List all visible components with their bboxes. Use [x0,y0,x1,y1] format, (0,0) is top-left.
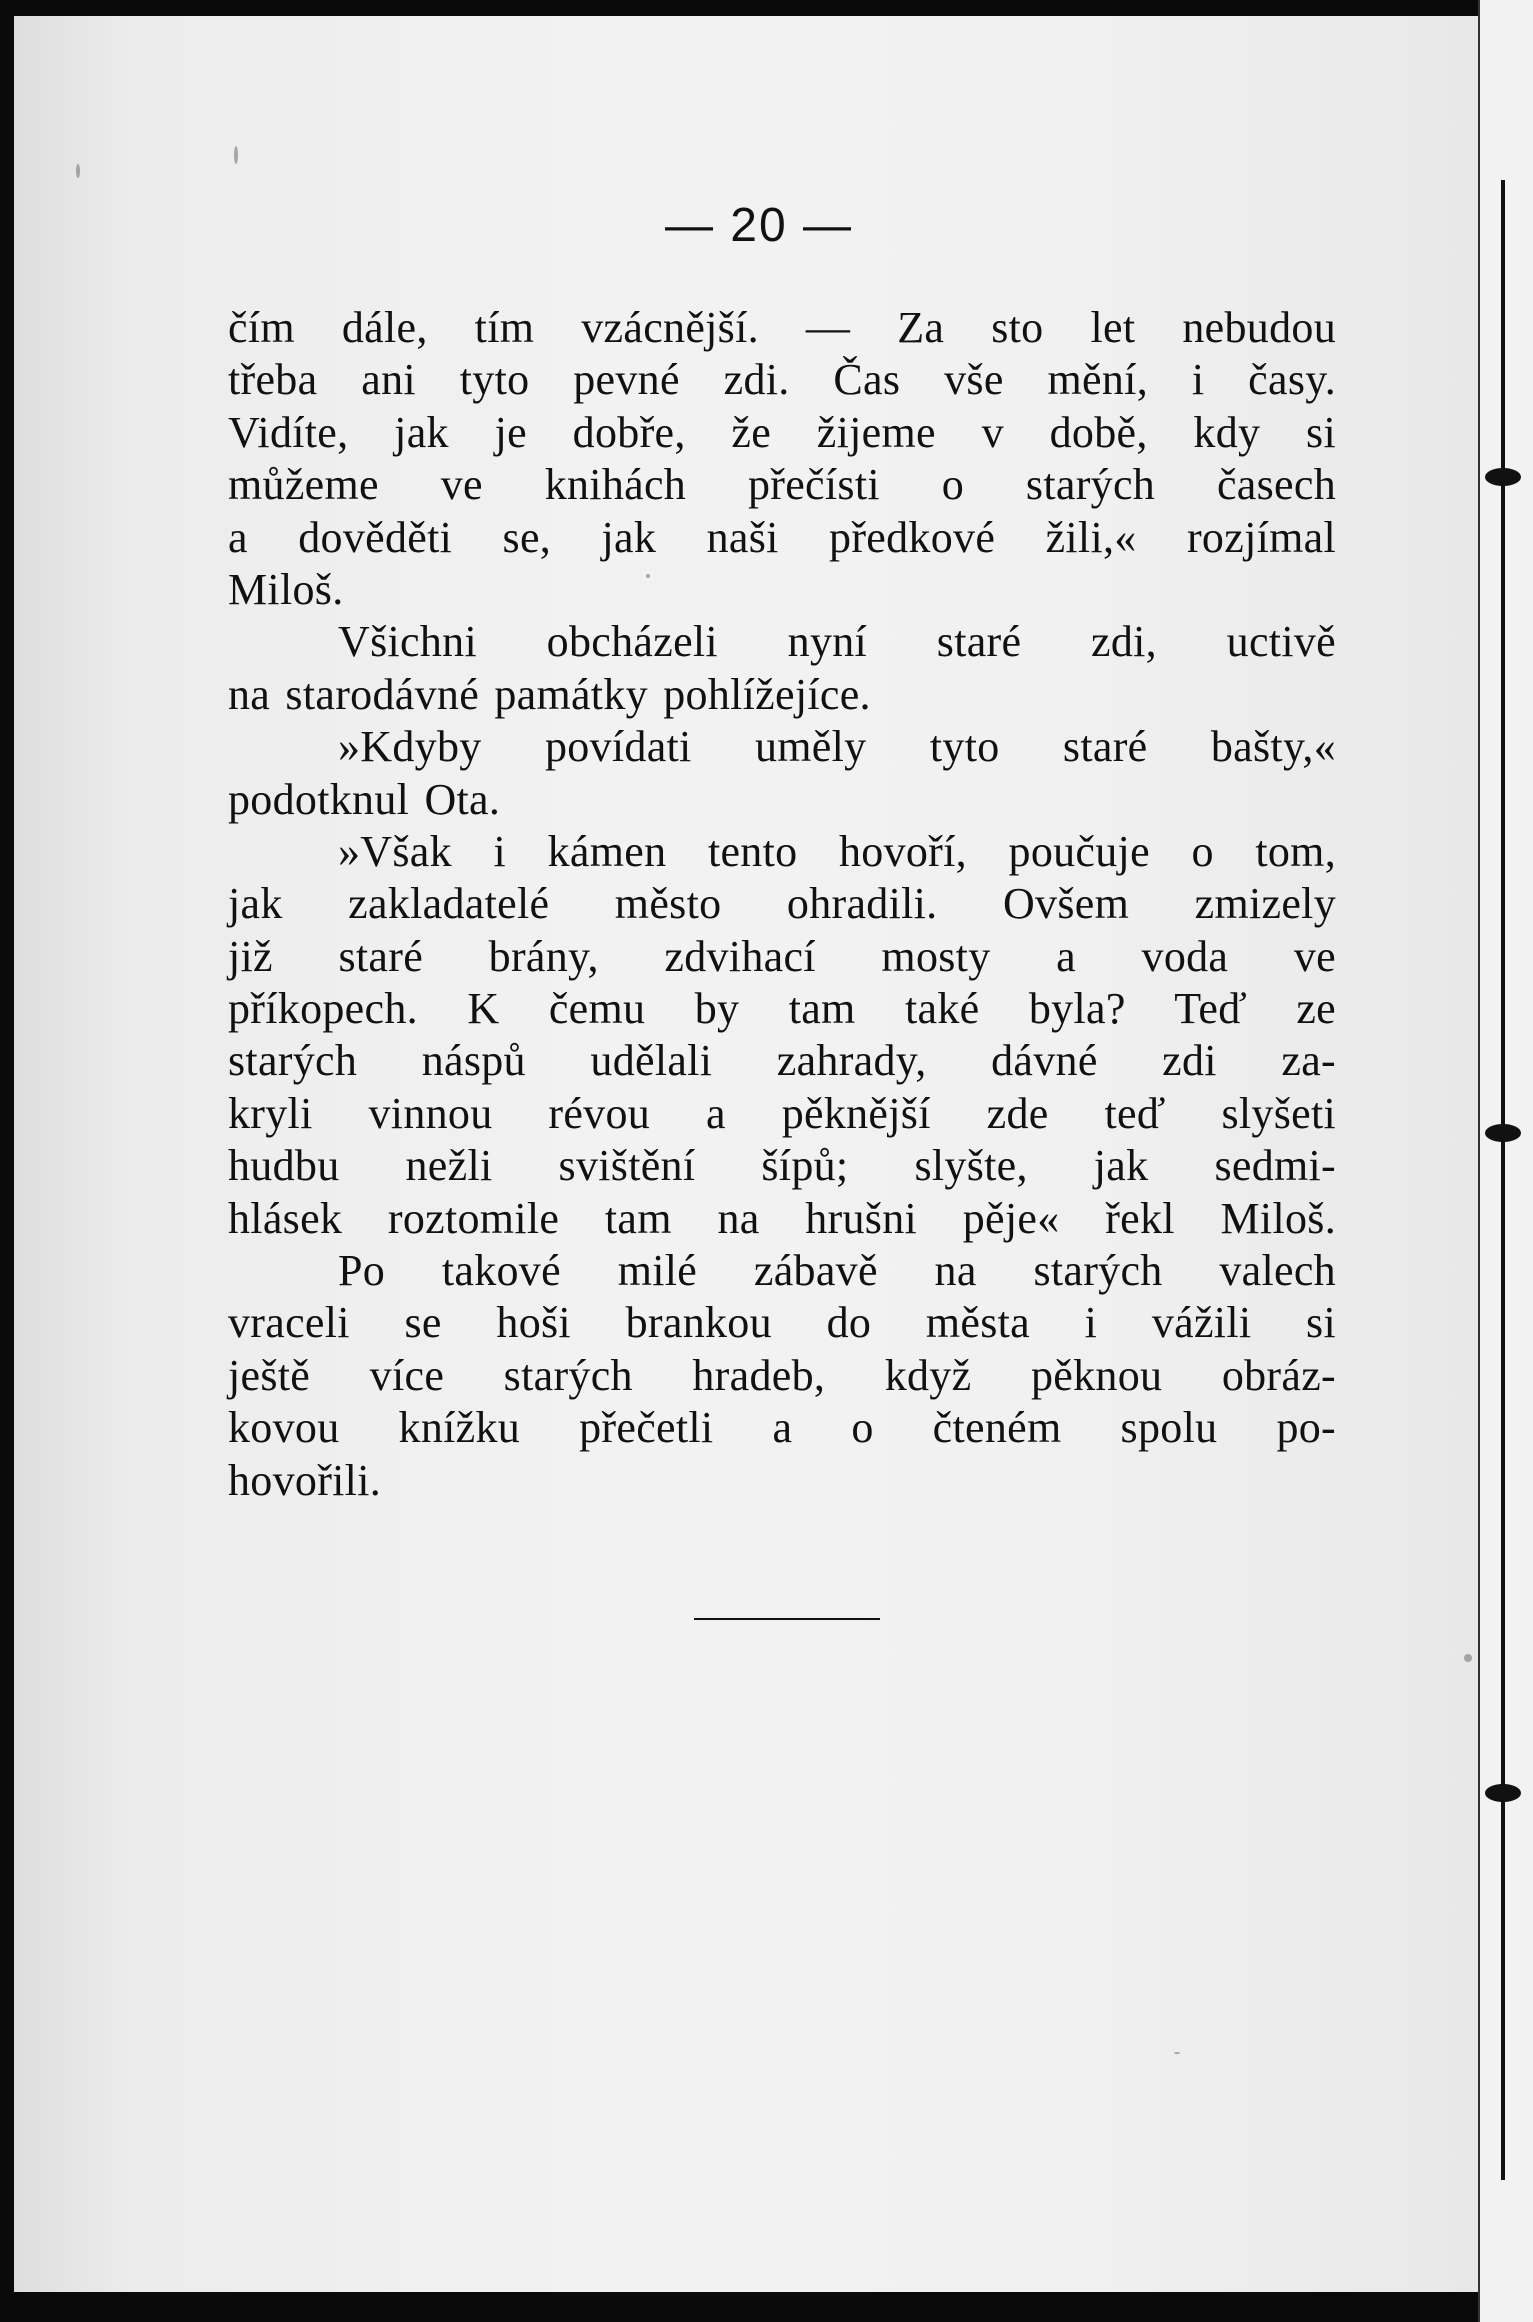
text-line-14: příkopech. K čemu by tam také byla? Teď ze [228,984,1336,1034]
binding-marker [1485,468,1521,486]
paper-speck [1464,1654,1472,1662]
text-line-10: podotknul Ota. [228,774,501,824]
paper-speck [646,574,650,578]
binding-marker [1485,1784,1521,1802]
text-line-22: kovou knížku přečetli a o čteném spolu po- [228,1403,1336,1453]
text-line-21: ještě více starých hradeb, když pěknou obráz- [228,1350,1336,1400]
text-line-12: jak zakladatelé město ohradili. Ovšem zmizely [228,879,1336,929]
text-line-13: již staré brány, zdvihací mosty a voda ve [228,931,1336,981]
paper-speck [234,146,238,164]
end-rule [694,1618,880,1620]
right-edge-strip [1478,0,1533,2322]
text-line-23: hovořili. [228,1455,382,1505]
binding-marker [1485,1124,1521,1142]
paper-speck [1174,2052,1180,2054]
text-line-11: »Však i kámen tento hovoří, poučuje o tom, [338,826,1336,876]
text-line-15: starých náspů udělali zahrady, dávné zdi za- [228,1036,1336,1086]
text-line-9: »Kdyby povídati uměly tyto staré bašty,« [338,722,1336,772]
paper-sheet [14,16,1480,2292]
text-line-8: na starodávné památky pohlížejíce. [228,669,871,719]
body-text [228,302,1336,1507]
text-line-3: Vidíte, jak je dobře, že žijeme v době, kdy si [228,407,1336,457]
text-line-5: a dověděti se, jak naši předkové žili,« rozjímal [228,512,1336,562]
paper-speck [76,164,80,178]
text-line-16: kryli vinnou révou a pěknější zde teď slyšeti [228,1088,1336,1138]
text-line-2: třeba ani tyto pevné zdi. Čas vše mění, i časy. [228,355,1336,405]
text-line-7: Všichni obcházeli nyní staré zdi, uctivě [338,617,1336,667]
text-line-18: hlásek roztomile tam na hrušni pěje« řekl Miloš. [228,1193,1336,1243]
text-line-6: Miloš. [228,564,344,614]
page-number: — 20 — [664,199,854,252]
text-line-1: čím dále, tím vzácnější. — Za sto let nebudou [228,303,1336,352]
text-line-17: hudbu nežli svištění šípů; slyšte, jak sedmi- [228,1141,1336,1191]
text-line-20: vraceli se hoši brankou do města i vážili si [228,1298,1336,1348]
text-line-19: Po takové milé zábavě na starých valech [338,1246,1336,1296]
text-line-4: můžeme ve knihách přečísti o starých časech [228,460,1336,510]
